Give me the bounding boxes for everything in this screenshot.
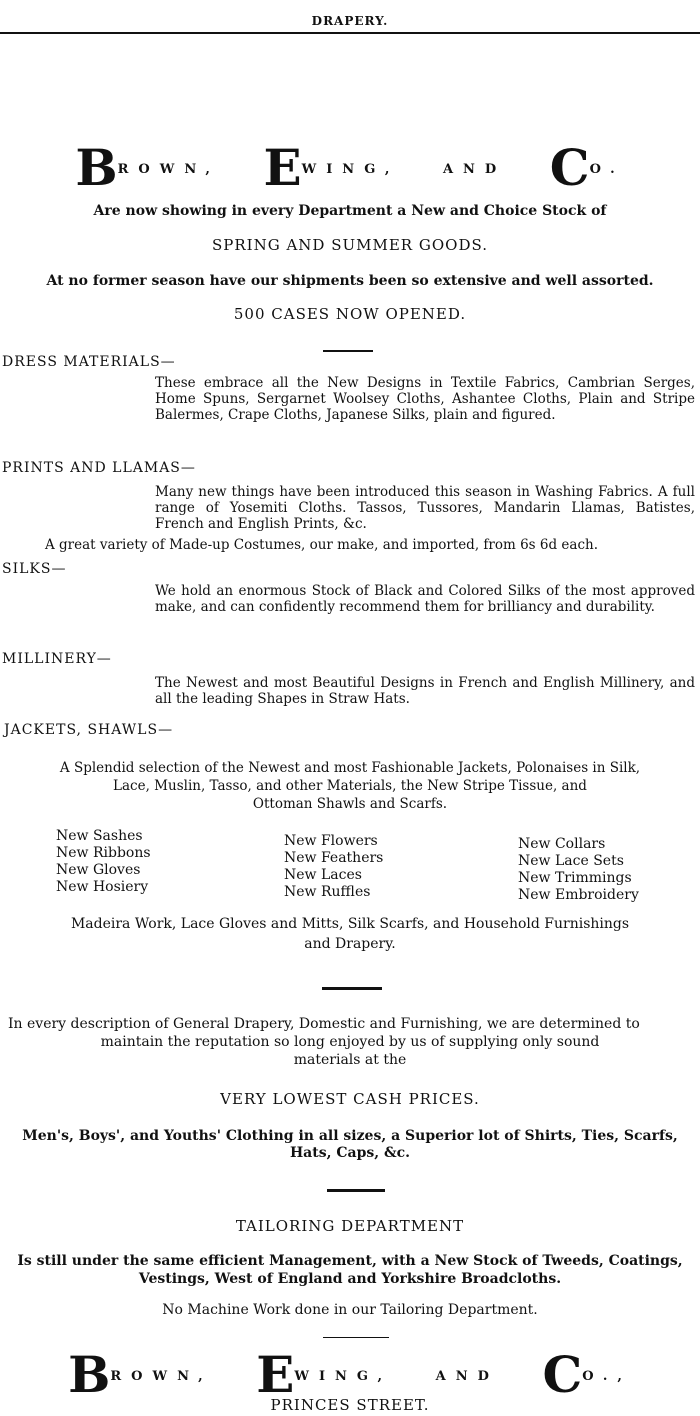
list-item: New Feathers [284,850,384,866]
dress-text: These embrace all the New Designs in Textile Fabrics, Cambrian Serges, Home Spuns, Sergarnet Woolsey Cloths, Ashantee Cloths, Plain and Stripe Balermes, Crape Cloths, Japanese Silks, plain and figured. [155,375,695,423]
tailoring-line-2: Vestings, West of England and Yorkshire Broadcloths. [138,1271,562,1287]
tailoring-line-1: Is still under the same efficient Management, with a New Stock of Tweeds, Coatings, [17,1253,683,1269]
intro-line-1: Are now showing in every Department a New and Choice Stock of [93,203,607,219]
intro-line-2: SPRING AND SUMMER GOODS. [212,236,488,254]
novelty-column-1 [56,828,151,896]
divider [322,987,382,990]
list-item: New Laces [284,867,362,883]
firm-initial-e: E [256,1345,295,1404]
firm-word-co: O., [582,1369,632,1384]
jackets-label: JACKETS, SHAWLS— [4,722,174,738]
firm-initial-c: C [542,1345,583,1404]
list-item: New Trimmings [518,870,632,886]
general-line-4: VERY LOWEST CASH PRICES. [220,1090,480,1108]
silks-label: SILKS— [2,561,67,577]
jackets-line-1: A Splendid selection of the Newest and most Fashionable Jackets, Polonaises in Silk, [59,760,641,776]
millinery-text: The Newest and most Beautiful Designs in French and English Millinery, and all the leading Shapes in Straw Hats. [155,675,695,707]
list-item: New Lace Sets [518,853,624,869]
novelty-column-3 [518,836,639,904]
dress-label: DRESS MATERIALS— [2,354,176,370]
tailoring-title: TAILORING DEPARTMENT [235,1217,465,1235]
intro-line-4: 500 CASES NOW OPENED. [233,305,467,323]
divider [323,350,373,352]
firm-name [0,138,700,197]
prints-label: PRINTS AND LLAMAS— [2,460,196,476]
firm-word-brown: ROWN, [110,1369,213,1384]
general-line-1: In every description of General Drapery, Domestic and Furnishing, we are determined to [8,1016,640,1032]
list-item: New Gloves [56,862,141,878]
firm-word-co: O. [589,162,625,177]
firm-word-ewing: WING, [294,1369,393,1384]
list-item: New Embroidery [518,887,639,903]
prints-extra: A great variety of Made-up Costumes, our make, and imported, from 6s 6d each. [45,537,598,553]
header-rule [0,32,700,34]
section-header: DRAPERY. [311,14,389,28]
clothing-line-1: Men's, Boys', and Youths' Clothing in all sizes, a Superior lot of Shirts, Ties, Scarfs, [22,1128,678,1144]
divider [323,1337,389,1338]
madeira-line-1: Madeira Work, Lace Gloves and Mitts, Silk Scarfs, and Household Furnishings [70,916,630,932]
firm-initial-c: C [549,138,590,197]
firm-initial-b: B [68,1345,111,1404]
list-item: New Sashes [56,828,143,844]
firm-initial-b: B [75,138,118,197]
madeira-line-2: and Drapery. [304,936,396,952]
list-item: New Ribbons [56,845,151,861]
firm-word-and: AND [442,162,507,177]
general-line-2: maintain the reputation so long enjoyed by us of supplying only sound [100,1034,600,1050]
list-item: New Ruffles [284,884,371,900]
silks-text: We hold an enormous Stock of Black and Colored Silks of the most approved make, and can confidently recommend them for brilliancy and durability. [155,583,695,615]
list-item: New Hosiery [56,879,149,895]
novelty-column-2 [284,833,383,901]
list-item: New Flowers [284,833,378,849]
firm-word-brown: ROWN, [117,162,220,177]
intro-line-3: At no former season have our shipments been so extensive and well assorted. [46,273,654,289]
firm-initial-e: E [263,138,302,197]
address: PRINCES STREET. [270,1396,430,1414]
list-item: New Collars [518,836,606,852]
firm-word-and: AND [435,1369,499,1384]
general-line-3: materials at the [293,1052,407,1068]
prints-text: Many new things have been introduced this season in Washing Fabrics. A full range of Yosemiti Cloths. Tassos, Tussores, Mandarin Llamas, Batistes, French and English Prints, &c. [155,484,695,532]
divider [327,1189,385,1192]
millinery-label: MILLINERY— [2,651,112,667]
firm-word-ewing: WING, [301,162,400,177]
jackets-line-2: Lace, Muslin, Tasso, and other Materials, the New Stripe Tissue, and [113,778,587,794]
clothing-line-2: Hats, Caps, &c. [289,1145,411,1161]
tailoring-line-3: No Machine Work done in our Tailoring Department. [162,1302,538,1318]
jackets-line-3: Ottoman Shawls and Scarfs. [252,796,448,812]
